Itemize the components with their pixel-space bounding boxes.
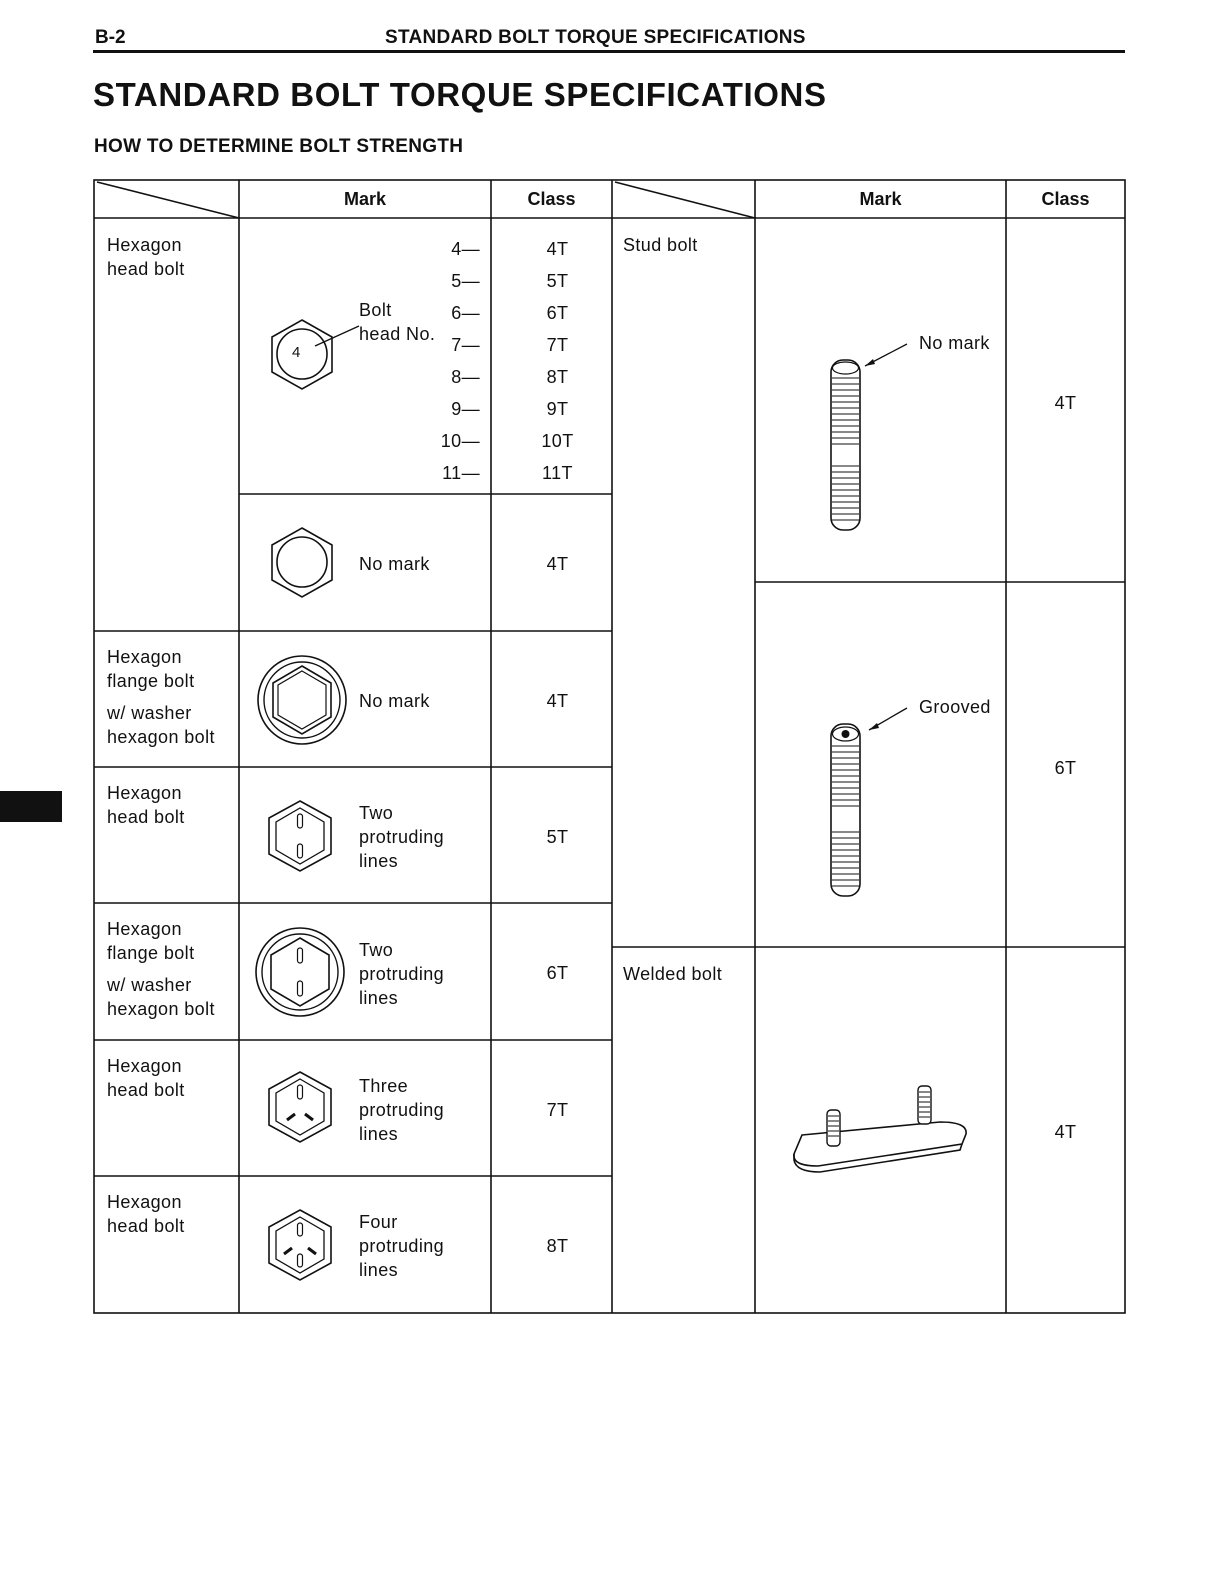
class-value: 4T	[546, 554, 569, 574]
hex-bolt-two-lines-icon	[265, 799, 345, 879]
bolt-type-label: Hexagon head bolt	[107, 1192, 185, 1236]
class-value: 6T	[546, 963, 569, 983]
header-class-right: Class	[1041, 189, 1090, 209]
mark-description: Grooved	[919, 697, 991, 717]
running-header: STANDARD BOLT TORQUE SPECIFICATIONS	[385, 27, 806, 48]
class-list: 4T 5T 6T 7T 8T 9T 10T 11T	[541, 239, 574, 483]
stud-bolt-no-mark-icon	[825, 340, 915, 540]
class-value: 8T	[546, 1236, 569, 1256]
class-value: 4T	[1054, 1122, 1077, 1142]
header-mark-right: Mark	[859, 189, 902, 209]
class-value: 4T	[1054, 393, 1077, 413]
bolt-type-label: Welded bolt	[623, 964, 723, 984]
hex-bolt-numbered-icon	[265, 318, 345, 398]
bolt-type-label: Hexagon head bolt	[107, 783, 185, 827]
flange-bolt-plain-icon	[254, 654, 354, 754]
flange-bolt-two-lines-icon	[254, 926, 354, 1026]
bolt-type-label: Hexagon flange bolt w/ washer hexagon bolt	[107, 647, 215, 747]
bolt-type-label: Hexagon flange bolt w/ washer hexagon bolt	[107, 919, 215, 1019]
bolt-head-number-label: Bolt head No.	[359, 300, 436, 344]
class-value: 5T	[546, 827, 569, 847]
header-class-left: Class	[527, 189, 576, 209]
page-title: STANDARD BOLT TORQUE SPECIFICATIONS	[93, 76, 827, 113]
page-number: B-2	[95, 27, 126, 48]
section-subtitle: HOW TO DETERMINE BOLT STRENGTH	[94, 136, 464, 157]
stud-bolt-grooved-icon	[825, 704, 915, 904]
bolt-type-label: Hexagon head bolt	[107, 1056, 185, 1100]
class-value: 6T	[1054, 758, 1077, 778]
bolt-type-label: Hexagon head bolt	[107, 235, 185, 279]
mark-description: Three protruding lines	[359, 1076, 445, 1144]
welded-bolt-icon	[790, 1080, 980, 1180]
header-mark-left: Mark	[343, 189, 387, 209]
hex-bolt-plain-icon	[265, 526, 345, 606]
mark-description: Two protruding lines	[359, 940, 445, 1008]
hex-bolt-three-lines-icon	[265, 1070, 345, 1150]
bolt-head-number-list: 4— 5— 6— 7— 8— 9— 10— 11—	[440, 239, 480, 483]
mark-description: No mark	[359, 554, 430, 574]
hex-bolt-four-lines-icon	[265, 1208, 345, 1288]
class-value: 4T	[546, 691, 569, 711]
bolt-head-number: 4	[292, 344, 301, 361]
mark-description: No mark	[919, 333, 990, 353]
mark-description: No mark	[359, 691, 430, 711]
bolt-type-label: Stud bolt	[623, 235, 698, 255]
mark-description: Two protruding lines	[359, 803, 445, 871]
mark-description: Four protruding lines	[359, 1212, 445, 1280]
class-value: 7T	[546, 1100, 569, 1120]
